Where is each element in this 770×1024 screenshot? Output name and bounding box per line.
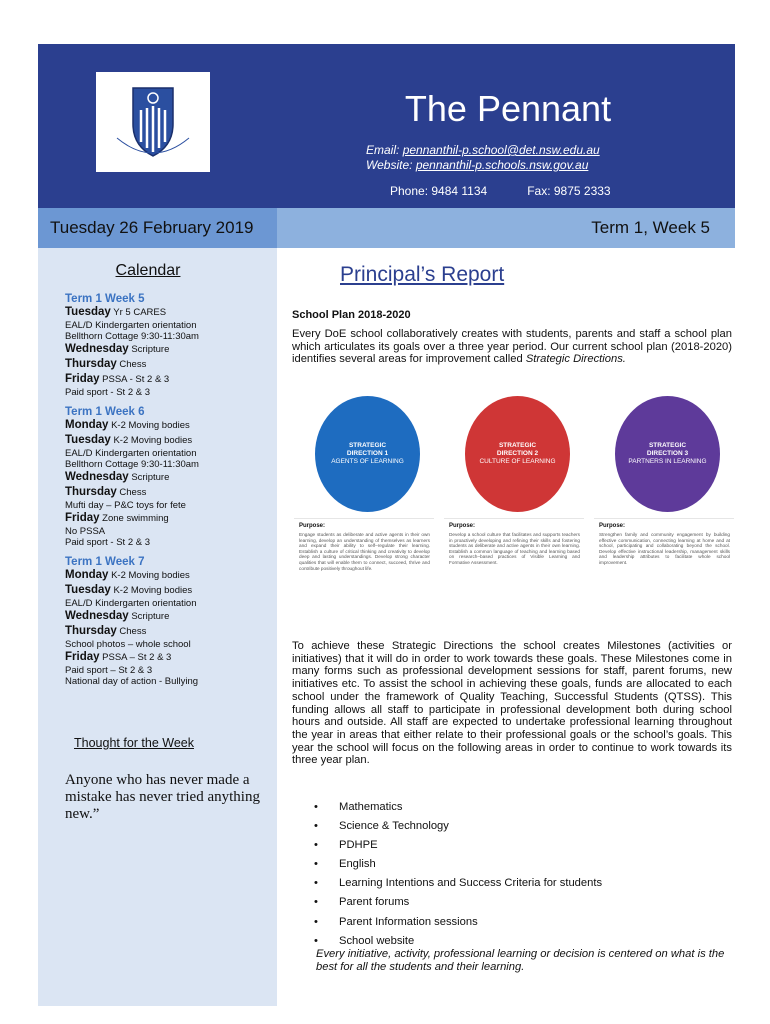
calendar-week-heading: Term 1 Week 6 — [65, 406, 145, 418]
calendar-note: No PSSA — [65, 526, 106, 537]
event-text: Zone swimming — [99, 513, 169, 524]
event-day: Thursday — [65, 625, 117, 637]
thought-title: Thought for the Week — [74, 736, 194, 750]
focus-area-item: • Parent Information sessions — [314, 913, 602, 932]
event-text: PSSA – St 2 & 3 — [99, 652, 172, 663]
website-label: Website: — [366, 158, 413, 172]
event-day: Wednesday — [65, 471, 129, 483]
direction-heading1: STRATEGIC — [648, 442, 687, 449]
term-week: Term 1, Week 5 — [591, 218, 710, 237]
event-text: Yr 5 CARES — [110, 307, 167, 318]
event-text: PSSA - St 2 & 3 — [99, 374, 170, 385]
event-day: Friday — [65, 512, 100, 524]
purpose-label: Purpose: — [299, 523, 326, 529]
calendar-title: Calendar — [115, 262, 181, 279]
event-day: Thursday — [65, 358, 117, 370]
focus-area-item: • Learning Intentions and Success Criteria for students — [314, 874, 602, 893]
strategic-directions — [292, 396, 737, 632]
calendar-note: Bellthorn Cottage 9:30-11:30am — [65, 331, 199, 342]
direction-heading2: DIRECTION 3 — [646, 450, 689, 457]
email-link[interactable]: pennanthil-p.school@det.nsw.edu.au — [402, 143, 600, 157]
event-day: Wednesday — [65, 610, 129, 622]
direction-purpose — [294, 518, 434, 631]
event-day: Thursday — [65, 486, 117, 498]
website-link[interactable]: pennanthil-p.schools.nsw.gov.au — [415, 158, 589, 172]
fax-number: Fax: 9875 2333 — [527, 184, 611, 198]
calendar-week-heading: Term 1 Week 7 — [65, 556, 145, 568]
event-text: Chess — [116, 487, 147, 498]
direction-name: CULTURE OF LEARNING — [479, 458, 556, 465]
direction-heading2: DIRECTION 2 — [496, 450, 539, 457]
direction-name: PARTNERS IN LEARNING — [628, 458, 707, 465]
focus-area-item: • PDHPE — [314, 836, 602, 855]
event-text: Scripture — [128, 472, 170, 483]
intro-paragraph — [292, 328, 732, 366]
direction-name: AGENTS OF LEARNING — [331, 458, 404, 465]
purpose-text: Engage students as deliberate and active agents in their own learning, develop an understanding of themselves as learners and expand their ability to self–regulate their learning. Establish a culture of critical thinking and creativity to develop deep and lasting understandings. Develop strong character qualities that will enable them to connect, succeed, thrive and contribute positively throughout life. — [299, 532, 430, 571]
closing-statement: Every initiative, activity, professional learning or decision is centered on what is the best for all the students and their learning. — [316, 948, 725, 973]
event-text: Chess — [116, 626, 147, 637]
strategic-direction-1 — [292, 396, 438, 632]
direction-ellipse — [315, 396, 420, 512]
event-text: Scripture — [128, 344, 170, 355]
calendar-note: EAL/D Kindergarten orientation — [65, 448, 197, 459]
calendar-note: Bellthorn Cottage 9:30-11:30am — [65, 459, 199, 470]
thought-quote: Anyone who has never made a mistake has never tried anything new.” — [65, 772, 260, 822]
event-text: Chess — [116, 359, 147, 370]
event-text: K-2 Moving bodies — [108, 420, 190, 431]
calendar-note: EAL/D Kindergarten orientation — [65, 598, 197, 609]
calendar-note: Paid sport – St 2 & 3 — [65, 665, 153, 676]
newsletter-title: The Pennant — [404, 88, 612, 129]
calendar-note: Paid sport - St 2 & 3 — [65, 537, 151, 548]
direction-heading2: DIRECTION 1 — [346, 450, 389, 457]
calendar-note: School photos – whole school — [65, 639, 191, 650]
focus-area-item: • English — [314, 855, 602, 874]
event-day: Tuesday — [65, 434, 111, 446]
issue-date: Tuesday 26 February 2019 — [50, 218, 254, 237]
purpose-text: Develop a school culture that facilitates and supports teachers in proactively developing and refining their skills and fostering students as deliberate and active agents in their own learning. Establish a common language of teaching and learning based on research–based practices of Visible Learning and Formative Assessment. — [449, 532, 580, 565]
calendar-note: Mufti day – P&C toys for fete — [65, 500, 186, 511]
calendar-note: EAL/D Kindergarten orientation — [65, 320, 197, 331]
event-text: K-2 Moving bodies — [108, 570, 190, 581]
focus-area-item: • School website — [314, 932, 602, 951]
focus-area-item: • Mathematics — [314, 798, 602, 817]
direction-heading1: STRATEGIC — [498, 442, 537, 449]
direction-purpose — [594, 518, 734, 631]
calendar-note: National day of action - Bullying — [65, 676, 199, 687]
event-day: Friday — [65, 373, 100, 385]
event-day: Tuesday — [65, 584, 111, 596]
event-day: Friday — [65, 651, 100, 663]
event-text: K-2 Moving bodies — [110, 585, 193, 596]
purpose-label: Purpose: — [599, 523, 626, 529]
phone-number: Phone: 9484 1134 — [390, 184, 488, 198]
main-content — [38, 44, 735, 1006]
milestones-paragraph: To achieve these Strategic Directions the school creates Milestones (activities or initiatives) that it will do in order to work towards these goals. These Milestones come in many forms such as professional development sessions for staff, parent forums, new initiatives etc. To assist the school in achieving these goals, funds are allocated to each school under the framework of Quality Teaching, Successful Students (QTSS). This funding allows all staff to participate in professional development both during school hours and outside. All staff are expected to undertake professional learning throughout the year in areas that either relate to their professional goals or the school’s goals. This year the school will focus on the following areas in order to continue to work towards its three year plan. — [292, 640, 732, 767]
intro-italic: Strategic Directions. — [525, 353, 626, 366]
principals-report-title: Principal’s Report — [340, 263, 505, 286]
direction-purpose — [444, 518, 584, 631]
intro-text: Every DoE school collaboratively creates with students, parents and staff a school plan which articulates its goals over a three year period. Our current school plan (2018-2020) identifies several areas for improvement called — [292, 328, 732, 366]
strategic-direction-3 — [592, 396, 738, 632]
school-plan-heading: School Plan 2018-2020 — [292, 309, 411, 321]
event-day: Wednesday — [65, 343, 129, 355]
event-text: Scripture — [128, 611, 170, 622]
event-day: Tuesday — [65, 306, 111, 318]
calendar-week-heading: Term 1 Week 5 — [65, 293, 145, 305]
focus-area-item: • Science & Technology — [314, 817, 602, 836]
calendar-note: Paid sport - St 2 & 3 — [65, 387, 151, 398]
strategic-direction-2 — [442, 396, 588, 632]
purpose-text: Strengthen family and community engagement by building effective communication, connecting learning at home and at school, participating and collaborating beyond the school. Develop effective instructional leadership, management skills and leadership attributes to facilitate whole school improvement. — [599, 532, 730, 565]
purpose-label: Purpose: — [449, 523, 476, 529]
direction-heading1: STRATEGIC — [348, 442, 387, 449]
email-label: Email: — [366, 143, 400, 157]
event-day: Monday — [65, 569, 109, 581]
event-text: K-2 Moving bodies — [110, 435, 193, 446]
event-day: Monday — [65, 419, 109, 431]
direction-ellipse — [615, 396, 720, 512]
focus-area-item: • Parent forums — [314, 893, 602, 912]
focus-areas-list — [314, 798, 602, 951]
direction-ellipse — [465, 396, 570, 512]
